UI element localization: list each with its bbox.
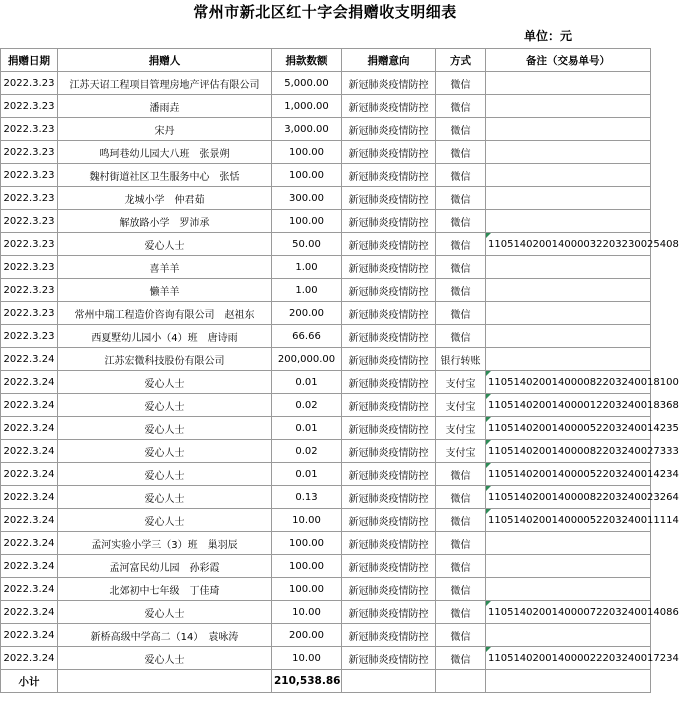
cell-amount: 3,000.00 [272, 118, 342, 141]
cell-date: 2022.3.24 [1, 601, 58, 624]
cell-donor: 爱心人士 [58, 647, 272, 670]
cell-note [486, 210, 651, 233]
cell-amount: 100.00 [272, 555, 342, 578]
cell-note: 110514020014000082203240018100 [486, 371, 651, 394]
cell-date: 2022.3.24 [1, 394, 58, 417]
cell-date: 2022.3.23 [1, 256, 58, 279]
cell-note [486, 578, 651, 601]
cell-note: 110514020014000072203240014086 [486, 601, 651, 624]
cell-donor: 江苏宏微科技股份有限公司 [58, 348, 272, 371]
table-row [1, 371, 651, 394]
cell-method: 微信 [436, 302, 486, 325]
cell-date: 2022.3.24 [1, 509, 58, 532]
cell-amount: 0.02 [272, 394, 342, 417]
cell-note [486, 302, 651, 325]
cell-note [486, 164, 651, 187]
cell-method: 微信 [436, 624, 486, 647]
table-row [1, 233, 651, 256]
total-row [1, 670, 651, 693]
cell-amount: 0.01 [272, 417, 342, 440]
cell-amount: 0.13 [272, 486, 342, 509]
cell-amount: 10.00 [272, 509, 342, 532]
cell-note [486, 279, 651, 302]
cell-method: 微信 [436, 164, 486, 187]
cell-donor: 潘雨垚 [58, 95, 272, 118]
table-row [1, 463, 651, 486]
cell-donor: 爱心人士 [58, 417, 272, 440]
table-row [1, 279, 651, 302]
cell-purpose: 新冠肺炎疫情防控 [342, 509, 436, 532]
cell-donor: 鸣珂巷幼儿园大八班 张景朔 [58, 141, 272, 164]
table-row [1, 578, 651, 601]
cell-method: 微信 [436, 95, 486, 118]
unit-label: 单位：元 [523, 29, 572, 43]
cell-amount: 100.00 [272, 532, 342, 555]
cell-note [486, 141, 651, 164]
cell-note: 110514020014000082203240023264 [486, 486, 651, 509]
cell-amount: 100.00 [272, 578, 342, 601]
cell-amount: 10.00 [272, 647, 342, 670]
cell-note [486, 348, 651, 371]
table-row [1, 302, 651, 325]
cell-purpose: 新冠肺炎疫情防控 [342, 72, 436, 95]
cell-amount: 1,000.00 [272, 95, 342, 118]
cell-method: 微信 [436, 279, 486, 302]
cell-purpose: 新冠肺炎疫情防控 [342, 486, 436, 509]
cell-amount: 100.00 [272, 164, 342, 187]
cell-note [486, 95, 651, 118]
cell-amount: 50.00 [272, 233, 342, 256]
cell-method: 银行转账 [436, 348, 486, 371]
table-row [1, 417, 651, 440]
total-empty [342, 670, 436, 693]
header-row [1, 49, 651, 72]
table-row [1, 348, 651, 371]
cell-date: 2022.3.24 [1, 486, 58, 509]
cell-amount: 1.00 [272, 279, 342, 302]
cell-donor: 魏村街道社区卫生服务中心 张恬 [58, 164, 272, 187]
cell-donor: 爱心人士 [58, 509, 272, 532]
cell-donor: 西夏墅幼儿园小（4）班 唐诗雨 [58, 325, 272, 348]
cell-donor: 孟河富民幼儿园 孙彩霞 [58, 555, 272, 578]
cell-donor: 懒羊羊 [58, 279, 272, 302]
cell-method: 微信 [436, 486, 486, 509]
cell-method: 支付宝 [436, 394, 486, 417]
cell-purpose: 新冠肺炎疫情防控 [342, 164, 436, 187]
cell-note: 110514020014000052203240011114 [486, 509, 651, 532]
cell-date: 2022.3.24 [1, 624, 58, 647]
cell-note: 110514020014000082203240027333 [486, 440, 651, 463]
cell-date: 2022.3.24 [1, 417, 58, 440]
table-row [1, 555, 651, 578]
total-label: 小计 [1, 670, 58, 693]
donation-table [0, 48, 679, 693]
cell-donor: 爱心人士 [58, 233, 272, 256]
cell-donor: 解放路小学 罗沛承 [58, 210, 272, 233]
cell-purpose: 新冠肺炎疫情防控 [342, 601, 436, 624]
table-row [1, 325, 651, 348]
cell-purpose: 新冠肺炎疫情防控 [342, 463, 436, 486]
cell-purpose: 新冠肺炎疫情防控 [342, 440, 436, 463]
cell-method: 支付宝 [436, 371, 486, 394]
cell-purpose: 新冠肺炎疫情防控 [342, 187, 436, 210]
cell-amount: 10.00 [272, 601, 342, 624]
cell-method: 微信 [436, 141, 486, 164]
cell-donor: 新桥高级中学高二（14） 袁咏涛 [58, 624, 272, 647]
cell-date: 2022.3.23 [1, 164, 58, 187]
cell-purpose: 新冠肺炎疫情防控 [342, 624, 436, 647]
table-row [1, 210, 651, 233]
cell-date: 2022.3.24 [1, 532, 58, 555]
cell-date: 2022.3.23 [1, 118, 58, 141]
cell-note [486, 624, 651, 647]
cell-note: 110514020014000052203240014234 [486, 463, 651, 486]
header-note: 备注（交易单号） [486, 49, 651, 72]
cell-amount: 100.00 [272, 210, 342, 233]
header-method: 方式 [436, 49, 486, 72]
cell-date: 2022.3.23 [1, 302, 58, 325]
cell-method: 微信 [436, 233, 486, 256]
table-row [1, 647, 651, 670]
cell-donor: 孟河实验小学三（3）班 巢羽辰 [58, 532, 272, 555]
cell-date: 2022.3.23 [1, 95, 58, 118]
cell-date: 2022.3.23 [1, 72, 58, 95]
total-empty [436, 670, 486, 693]
cell-purpose: 新冠肺炎疫情防控 [342, 647, 436, 670]
cell-note: 110514020014000052203240014235 [486, 417, 651, 440]
cell-donor: 龙城小学 仲君茹 [58, 187, 272, 210]
cell-donor: 爱心人士 [58, 371, 272, 394]
table-row [1, 394, 651, 417]
table-row [1, 440, 651, 463]
cell-method: 支付宝 [436, 440, 486, 463]
cell-note [486, 555, 651, 578]
cell-amount: 200.00 [272, 302, 342, 325]
table-row [1, 601, 651, 624]
cell-donor: 爱心人士 [58, 486, 272, 509]
cell-note [486, 325, 651, 348]
cell-purpose: 新冠肺炎疫情防控 [342, 578, 436, 601]
cell-purpose: 新冠肺炎疫情防控 [342, 325, 436, 348]
cell-donor: 爱心人士 [58, 394, 272, 417]
cell-date: 2022.3.24 [1, 348, 58, 371]
cell-method: 微信 [436, 72, 486, 95]
cell-purpose: 新冠肺炎疫情防控 [342, 532, 436, 555]
table-row [1, 532, 651, 555]
table-row [1, 95, 651, 118]
header-date: 捐赠日期 [1, 49, 58, 72]
cell-purpose: 新冠肺炎疫情防控 [342, 118, 436, 141]
cell-amount: 0.01 [272, 371, 342, 394]
cell-note [486, 187, 651, 210]
cell-amount: 0.01 [272, 463, 342, 486]
cell-amount: 300.00 [272, 187, 342, 210]
cell-date: 2022.3.24 [1, 463, 58, 486]
cell-date: 2022.3.24 [1, 647, 58, 670]
cell-method: 微信 [436, 325, 486, 348]
cell-method: 微信 [436, 647, 486, 670]
total-empty [58, 670, 272, 693]
cell-date: 2022.3.24 [1, 555, 58, 578]
table-row [1, 509, 651, 532]
cell-donor: 常州中瑞工程造价咨询有限公司 赵祖东 [58, 302, 272, 325]
cell-purpose: 新冠肺炎疫情防控 [342, 417, 436, 440]
cell-note: 1105140200140000322032300254​08 [486, 233, 651, 256]
page-title: 常州市新北区红十字会捐赠收支明细表 [193, 3, 457, 21]
table-row [1, 118, 651, 141]
cell-date: 2022.3.23 [1, 210, 58, 233]
cell-purpose: 新冠肺炎疫情防控 [342, 95, 436, 118]
cell-date: 2022.3.24 [1, 440, 58, 463]
cell-donor: 宋丹 [58, 118, 272, 141]
cell-purpose: 新冠肺炎疫情防控 [342, 555, 436, 578]
header-amount: 捐款数额 [272, 49, 342, 72]
cell-note [486, 256, 651, 279]
cell-purpose: 新冠肺炎疫情防控 [342, 256, 436, 279]
cell-amount: 200.00 [272, 624, 342, 647]
table-row [1, 486, 651, 509]
cell-purpose: 新冠肺炎疫情防控 [342, 394, 436, 417]
cell-note [486, 532, 651, 555]
cell-purpose: 新冠肺炎疫情防控 [342, 141, 436, 164]
cell-amount: 100.00 [272, 141, 342, 164]
cell-method: 微信 [436, 532, 486, 555]
cell-donor: 爱心人士 [58, 601, 272, 624]
cell-method: 微信 [436, 578, 486, 601]
cell-note [486, 72, 651, 95]
cell-date: 2022.3.23 [1, 233, 58, 256]
cell-method: 支付宝 [436, 417, 486, 440]
header-donor: 捐赠人 [58, 49, 272, 72]
cell-purpose: 新冠肺炎疫情防控 [342, 371, 436, 394]
cell-amount: 66.66 [272, 325, 342, 348]
cell-purpose: 新冠肺炎疫情防控 [342, 210, 436, 233]
cell-method: 微信 [436, 256, 486, 279]
cell-method: 微信 [436, 118, 486, 141]
cell-method: 微信 [436, 463, 486, 486]
cell-method: 微信 [436, 509, 486, 532]
table-row [1, 72, 651, 95]
cell-donor: 北郊初中七年级 丁佳琦 [58, 578, 272, 601]
cell-purpose: 新冠肺炎疫情防控 [342, 302, 436, 325]
table-row [1, 141, 651, 164]
cell-date: 2022.3.23 [1, 279, 58, 302]
cell-purpose: 新冠肺炎疫情防控 [342, 348, 436, 371]
cell-note: 110514020014000012203240018368 [486, 394, 651, 417]
cell-purpose: 新冠肺炎疫情防控 [342, 233, 436, 256]
cell-purpose: 新冠肺炎疫情防控 [342, 279, 436, 302]
cell-method: 微信 [436, 555, 486, 578]
cell-note [486, 118, 651, 141]
cell-donor: 爱心人士 [58, 463, 272, 486]
cell-date: 2022.3.23 [1, 187, 58, 210]
total-empty [486, 670, 651, 693]
cell-donor: 爱心人士 [58, 440, 272, 463]
total-amount: 210,538.86 [272, 670, 342, 693]
cell-date: 2022.3.24 [1, 578, 58, 601]
cell-method: 微信 [436, 601, 486, 624]
cell-method: 微信 [436, 187, 486, 210]
cell-donor: 江苏天诏工程项目管理房地产评估有限公司 [58, 72, 272, 95]
cell-amount: 5,000.00 [272, 72, 342, 95]
cell-date: 2022.3.24 [1, 371, 58, 394]
table-row [1, 256, 651, 279]
table-row [1, 164, 651, 187]
table-row [1, 624, 651, 647]
cell-amount: 0.02 [272, 440, 342, 463]
cell-date: 2022.3.23 [1, 141, 58, 164]
cell-amount: 200,000.00 [272, 348, 342, 371]
table-row [1, 187, 651, 210]
header-purpose: 捐赠意向 [342, 49, 436, 72]
cell-method: 微信 [436, 210, 486, 233]
cell-date: 2022.3.23 [1, 325, 58, 348]
cell-donor: 喜羊羊 [58, 256, 272, 279]
cell-amount: 1.00 [272, 256, 342, 279]
cell-note: 110514020014000022203240017234 [486, 647, 651, 670]
